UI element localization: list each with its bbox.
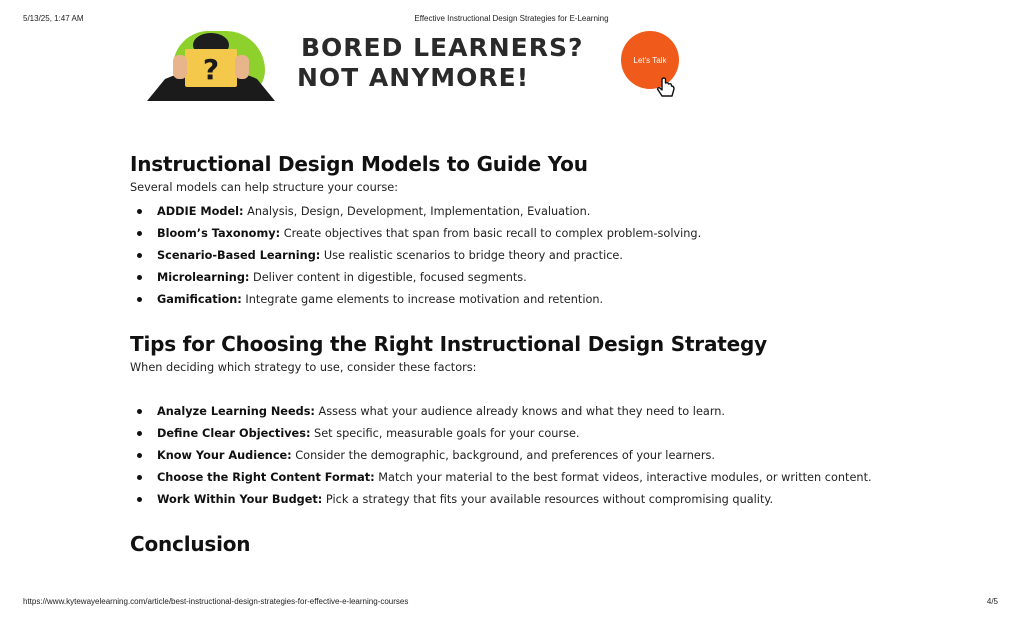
list-item: Choose the Right Content Format: Match your material to the best format videos, interactive modules, or written content.: [130, 469, 870, 491]
list-item: ADDIE Model: Analysis, Design, Development, Implementation, Evaluation.: [130, 203, 870, 225]
list-item: Scenario-Based Learning: Use realistic scenarios to bridge theory and practice.: [130, 247, 870, 269]
list-item: Work Within Your Budget: Pick a strategy that fits your available resources without compromising quality.: [130, 491, 870, 513]
print-page-title: Effective Instructional Design Strategies for E-Learning: [414, 14, 609, 23]
banner-headline: [297, 33, 597, 97]
conclusion-heading: Conclusion: [130, 532, 251, 556]
question-mark-sign: ?: [202, 53, 220, 86]
confused-person-illustration: [147, 33, 275, 101]
bullet-dot-icon: [137, 431, 142, 436]
list-item: Know Your Audience: Consider the demographic, background, and preferences of your learners.: [130, 447, 870, 469]
lets-talk-button[interactable]: Let's Talk: [621, 31, 679, 89]
print-url: https://www.kytewayelearning.com/article/best-instructional-design-strategies-for-effective-e-learning-courses: [23, 597, 409, 606]
models-heading: Instructional Design Models to Guide You: [130, 152, 588, 176]
tips-intro: When deciding which strategy to use, consider these factors:: [130, 361, 477, 374]
print-date: 5/13/25, 1:47 AM: [23, 14, 84, 23]
bullet-dot-icon: [137, 275, 142, 280]
bullet-dot-icon: [137, 475, 142, 480]
bullet-dot-icon: [137, 497, 142, 502]
list-item: Analyze Learning Needs: Assess what your audience already knows and what they need to learn.: [130, 403, 870, 425]
models-list: [130, 203, 870, 313]
print-header: [0, 14, 1023, 26]
promo-banner[interactable]: [137, 29, 683, 101]
pointing-hand-icon: [652, 73, 680, 101]
bullet-dot-icon: [137, 409, 142, 414]
bullet-dot-icon: [137, 253, 142, 258]
tips-list: [130, 403, 870, 513]
list-item: Gamification: Integrate game elements to increase motivation and retention.: [130, 291, 870, 313]
tips-heading: Tips for Choosing the Right Instructional Design Strategy: [130, 332, 767, 356]
list-item: Bloom’s Taxonomy: Create objectives that span from basic recall to complex problem-solving.: [130, 225, 870, 247]
headline-line-1: BORED LEARNERS?: [297, 33, 587, 63]
page-number: 4/5: [986, 597, 998, 606]
bullet-dot-icon: [137, 453, 142, 458]
print-footer: [0, 597, 1023, 609]
bullet-dot-icon: [137, 297, 142, 302]
bullet-dot-icon: [137, 209, 142, 214]
bullet-dot-icon: [137, 231, 142, 236]
models-intro: Several models can help structure your course:: [130, 181, 399, 194]
list-item: Define Clear Objectives: Set specific, measurable goals for your course.: [130, 425, 870, 447]
headline-line-2: NOT ANYMORE!: [297, 63, 530, 92]
list-item: Microlearning: Deliver content in digestible, focused segments.: [130, 269, 870, 291]
